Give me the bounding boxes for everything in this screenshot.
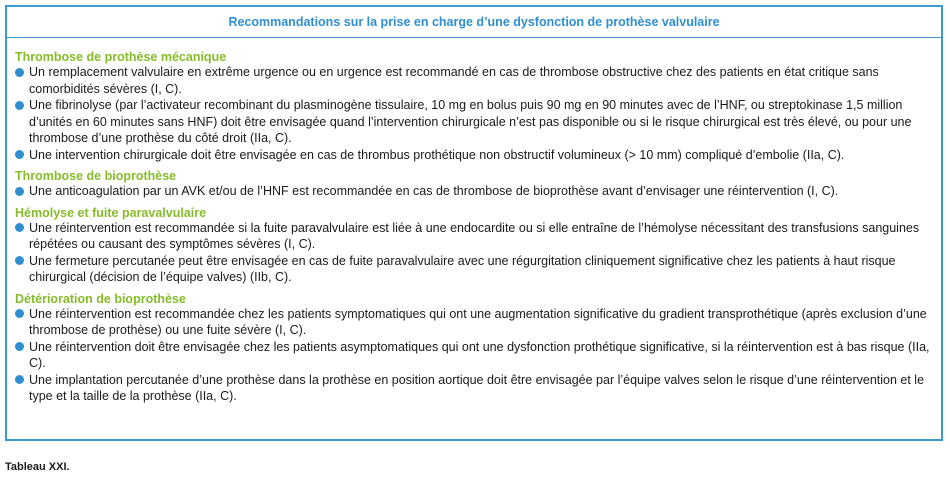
list-item (15, 147, 931, 164)
bullet-dot-icon (15, 187, 24, 196)
bullet-dot-icon (15, 68, 24, 77)
bullet-dot-icon (15, 150, 24, 159)
section-hemolysis-leak (15, 206, 931, 286)
list-item (15, 372, 931, 405)
table-caption: Tableau XXI. (5, 461, 70, 473)
section-bioprosthesis-deterioration (15, 292, 931, 405)
bullet-dot-icon (15, 342, 24, 351)
list-item (15, 97, 931, 147)
section-heading: Thrombose de prothèse mécanique (15, 50, 227, 64)
table-content (7, 38, 941, 405)
bullet-dot-icon (15, 309, 24, 318)
item-text: Un remplacement valvulaire en extrême urgence ou en urgence est recommandé en cas de thrombose obstructive chez des patients en état critique sans comorbidités sévères (I, C). (29, 65, 879, 96)
bullet-dot-icon (15, 101, 24, 110)
item-text: Une réintervention est recommandée si la fuite paravalvulaire est liée à une endocardite ou si elle entraîne de l’hémolyse nécessitant des transfusions sanguines répétées ou causant des symptômes sévères (I, C). (29, 220, 920, 251)
bullet-dot-icon (15, 256, 24, 265)
section-bioprosthesis-thrombosis (15, 169, 931, 200)
item-text: Une fermeture percutanée peut être envisagée en cas de fuite paravalvulaire avec une régurgitation cliniquement significative chez les patients à haut risque chirurgical (décision de l’équipe valves) (IIb, C). (29, 253, 896, 284)
list-item (15, 183, 931, 200)
item-text: Une intervention chirurgicale doit être envisagée en cas de thrombus prothétique non obstructif volumineux (> 10 mm) compliqué d’embolie (IIa, C). (29, 147, 845, 162)
section-mechanical-thrombosis (15, 50, 931, 163)
section-heading: Détérioration de bioprothèse (15, 291, 186, 306)
list-item (15, 339, 931, 372)
item-text: Une implantation percutanée d’une prothèse dans la prothèse en position aortique doit être envisagée par l’équipe valves selon le risque d’une réintervention et le type et la taille de la prothèse (IIa, C). (29, 372, 925, 403)
list-item (15, 220, 931, 253)
item-text: Une anticoagulation par un AVK et/ou de l’HNF est recommandée en cas de thrombose de bioprothèse avant d’envisager une réintervention (I, C). (29, 184, 839, 198)
recommendations-table (5, 5, 943, 441)
item-text: Une réintervention est recommandée chez les patients symptomatiques qui ont une augmentation significative du gradient transprothétique (après exclusion d’une thrombose de prothèse) ou une fuite sévère (I, C). (29, 306, 927, 337)
table-title: Recommandations sur la prise en charge d’une dysfonction de prothèse valvulaire (7, 7, 941, 38)
section-heading: Hémolyse et fuite paravalvulaire (15, 205, 207, 220)
list-item (15, 253, 931, 286)
item-text: Une fibrinolyse (par l’activateur recombinant du plasminogène tissulaire, 10 mg en bolus puis 90 mg en 90 minutes avec de l’HNF, ou streptokinase 1,5 million d’unités en 60 minutes sans HNF) doit être envisagée quand l’intervention chirurgicale n’est pas disponible ou si le risque chirurgical est très élevé, ou pour une thrombose d’une prothèse du côté droit (IIa, C). (29, 98, 912, 145)
section-heading: Thrombose de bioprothèse (15, 169, 177, 183)
bullet-dot-icon (15, 375, 24, 384)
bullet-dot-icon (15, 223, 24, 232)
list-item (15, 306, 931, 339)
list-item (15, 64, 931, 97)
item-text: Une réintervention doit être envisagée chez les patients asymptomatiques qui ont une dysfonction prothétique significative, si la réintervention est à bas risque (IIa, C). (29, 339, 930, 370)
